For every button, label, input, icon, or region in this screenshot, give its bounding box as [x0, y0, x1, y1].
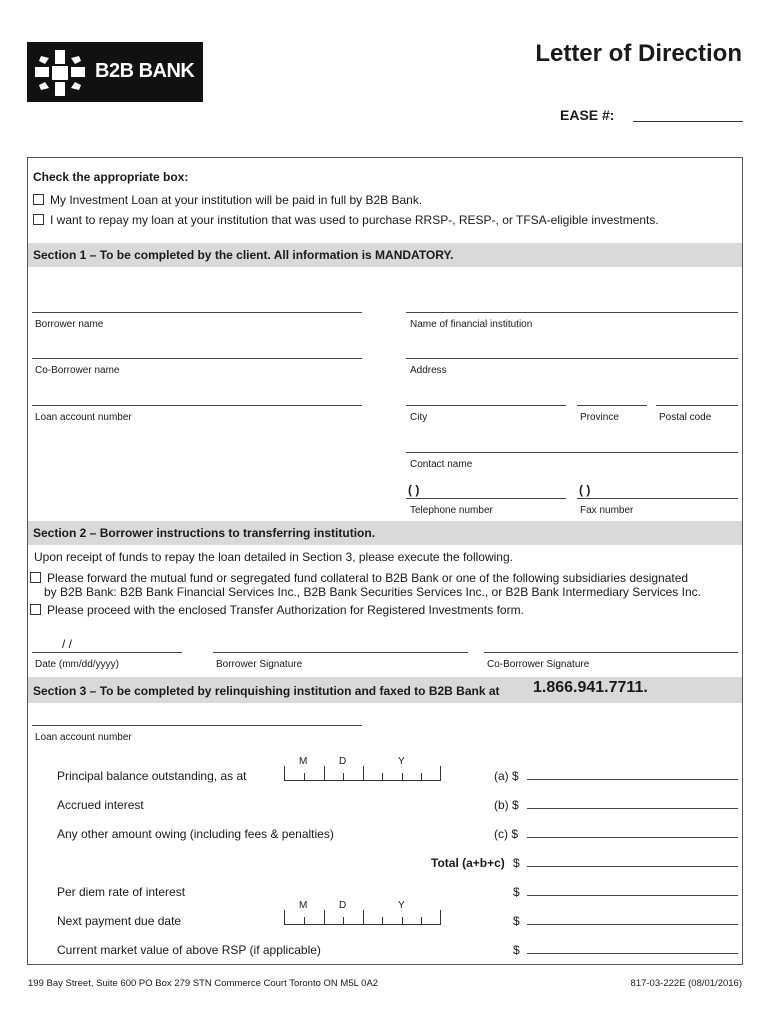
option-transfer-authorization[interactable]: Please proceed with the enclosed Transfer Authorization for Registered Investments form.	[30, 603, 524, 617]
province-label: Province	[580, 412, 619, 423]
ease-label: EASE #:	[560, 107, 615, 123]
co-borrower-signature-field[interactable]	[484, 652, 738, 653]
month-label: M	[299, 756, 308, 767]
section1-heading: Section 1 – To be completed by the client. All information is MANDATORY.	[28, 243, 742, 267]
day-label-2: D	[339, 900, 347, 911]
form-code: 817-03-222E (08/01/2016)	[630, 978, 742, 989]
loan-account-field[interactable]	[32, 405, 362, 406]
date-field[interactable]	[32, 652, 182, 653]
ease-input[interactable]	[633, 121, 743, 122]
next-payment-label: Next payment due date	[57, 914, 182, 928]
month-label-2: M	[299, 900, 308, 911]
accrued-interest-label: Accrued interest	[57, 798, 144, 812]
date-slashes: / /	[62, 637, 73, 651]
amount-c-field[interactable]	[527, 837, 738, 838]
footer-address: 199 Bay Street, Suite 600 PO Box 279 STN Commerce Court Toronto ON M5L 0A2	[28, 978, 379, 989]
next-payment-dollar: $	[513, 914, 520, 928]
address-field[interactable]	[406, 358, 738, 359]
per-diem-label: Per diem rate of interest	[57, 885, 186, 899]
city-label: City	[410, 412, 428, 423]
date-label: Date (mm/dd/yyyy)	[35, 659, 119, 670]
checkbox[interactable]	[33, 214, 44, 225]
telephone-area-code: ( )	[408, 483, 420, 497]
co-borrower-signature-label: Co-Borrower Signature	[487, 659, 590, 670]
option-paid-in-full[interactable]: My Investment Loan at your institution will be paid in full by B2B Bank.	[33, 193, 422, 207]
telephone-field[interactable]	[406, 498, 566, 499]
principal-label: Principal balance outstanding, as at	[57, 769, 247, 783]
amount-a-field[interactable]	[527, 779, 738, 780]
logo-text: B2B BANK	[95, 60, 195, 82]
loan-account-label: Loan account number	[35, 412, 132, 423]
fax-field[interactable]	[577, 498, 738, 499]
page-title: Letter of Direction	[535, 40, 742, 67]
amount-c-label: (c) $	[494, 827, 518, 841]
checkbox[interactable]	[33, 194, 44, 205]
market-value-field[interactable]	[527, 953, 738, 954]
fax-area-code: ( )	[579, 483, 591, 497]
option-repay-loan[interactable]: I want to repay my loan at your institution that was used to purchase RRSP-, RESP-, or TFSA-eligible investments.	[33, 213, 659, 227]
borrower-name-field[interactable]	[32, 312, 362, 313]
day-label: D	[339, 756, 347, 767]
city-field[interactable]	[406, 405, 566, 406]
borrower-name-label: Borrower name	[35, 319, 104, 330]
next-payment-field[interactable]	[527, 924, 738, 925]
total-label: Total (a+b+c)	[431, 856, 505, 870]
borrower-signature-label: Borrower Signature	[216, 659, 303, 670]
total-dollar: $	[513, 856, 520, 870]
per-diem-dollar: $	[513, 885, 520, 899]
as-at-date-field[interactable]	[284, 766, 441, 781]
section2-heading: Section 2 – Borrower instructions to transferring institution.	[28, 521, 742, 545]
amount-b-field[interactable]	[527, 808, 738, 809]
checkbox[interactable]	[30, 572, 41, 583]
contact-name-field[interactable]	[406, 452, 738, 453]
section2-intro: Upon receipt of funds to repay the loan detailed in Section 3, please execute the following.	[34, 550, 513, 564]
address-label: Address	[410, 365, 447, 376]
checkbox[interactable]	[30, 604, 41, 615]
province-field[interactable]	[577, 405, 647, 406]
institution-name-field[interactable]	[406, 312, 738, 313]
market-value-label: Current market value of above RSP (if applicable)	[57, 943, 321, 957]
market-value-dollar: $	[513, 943, 520, 957]
co-borrower-name-label: Co-Borrower name	[35, 365, 120, 376]
per-diem-field[interactable]	[527, 895, 738, 896]
section3-heading: Section 3 – To be completed by relinquishing institution and faxed to B2B Bank at 1.866.941.7711.	[28, 677, 742, 703]
next-payment-date-field[interactable]	[284, 910, 441, 925]
amount-a-label: (a) $	[494, 769, 519, 783]
postal-code-label: Postal code	[659, 412, 712, 423]
fax-number: 1.866.941.7711.	[533, 679, 648, 696]
fax-label: Fax number	[580, 505, 634, 516]
logo-mark-icon	[33, 48, 89, 98]
borrower-signature-field[interactable]	[213, 652, 468, 653]
co-borrower-name-field[interactable]	[32, 358, 362, 359]
amount-b-label: (b) $	[494, 798, 519, 812]
section3-loan-account-field[interactable]	[32, 725, 362, 726]
section3-loan-account-label: Loan account number	[35, 732, 132, 743]
year-label-2: Y	[398, 900, 405, 911]
other-amount-label: Any other amount owing (including fees & penalties)	[57, 827, 334, 841]
check-box-heading: Check the appropriate box:	[33, 170, 189, 184]
postal-code-field[interactable]	[656, 405, 738, 406]
telephone-label: Telephone number	[410, 505, 493, 516]
total-field[interactable]	[527, 866, 738, 867]
institution-name-label: Name of financial institution	[410, 319, 533, 330]
option-forward-collateral[interactable]: Please forward the mutual fund or segregated fund collateral to B2B Bank or one of the following subsidiaries designated by B2B Bank: B2B Bank Financial Services Inc., B2B Bank Securities Services Inc., or B2B Bank Intermediary Services Inc.	[30, 571, 701, 599]
contact-name-label: Contact name	[410, 459, 473, 470]
year-label: Y	[398, 756, 405, 767]
